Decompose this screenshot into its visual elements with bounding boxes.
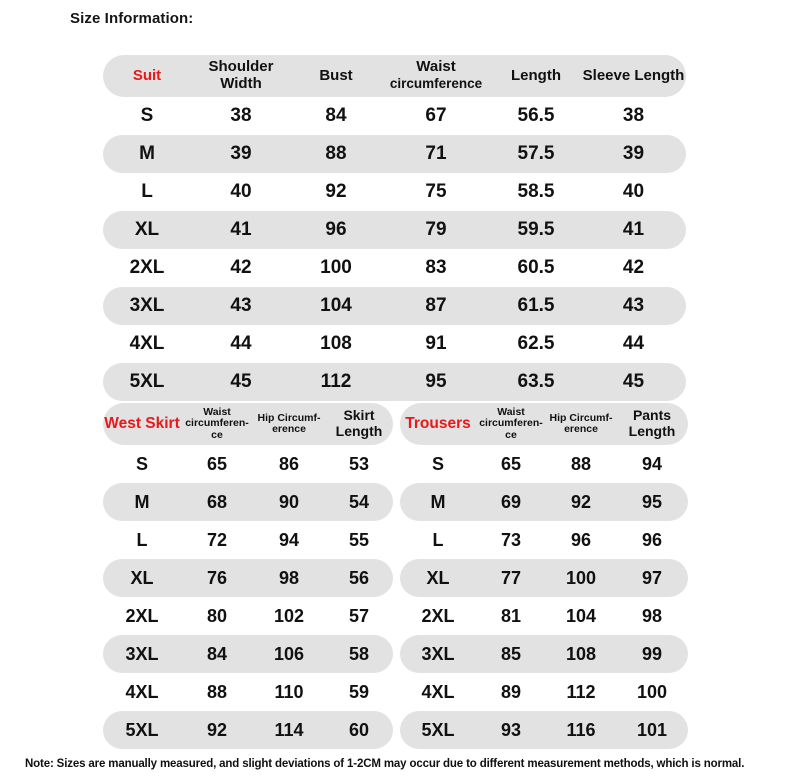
- cell-waist: 92: [181, 711, 253, 749]
- suit-header-category: [103, 55, 191, 97]
- trousers-table-body: [400, 403, 688, 749]
- page-title: Size Information:: [70, 10, 194, 27]
- cell-size: S: [135, 453, 148, 474]
- west-skirt-size-table: [103, 403, 393, 749]
- cell-sleeve-length: 44: [622, 333, 645, 355]
- cell-size: 5XL: [103, 711, 181, 749]
- cell-bust: 92: [325, 181, 347, 203]
- suit-header-waist-line2: circumference: [389, 76, 483, 91]
- trousers-header-waist-line3: ce: [505, 428, 517, 441]
- suit-header-shoulder-width: [191, 55, 291, 97]
- table-row: [400, 635, 688, 673]
- cell-skirt-length: 55: [348, 529, 370, 550]
- table-row: [103, 445, 393, 483]
- table-row: [400, 673, 688, 711]
- cell-bust: 96: [291, 211, 381, 249]
- cell-shoulder-width: 41: [191, 211, 291, 249]
- suit-header-shoulder-line2: Width: [220, 75, 262, 92]
- cell-hip: 86: [278, 453, 300, 474]
- cell-length: 60.5: [517, 257, 555, 279]
- cell-shoulder-width: 40: [230, 181, 252, 203]
- cell-skirt-length: 56: [325, 559, 393, 597]
- cell-waist: 83: [425, 257, 447, 279]
- table-row: [400, 483, 688, 521]
- cell-waist: 85: [476, 635, 546, 673]
- cell-sleeve-length: 41: [581, 211, 686, 249]
- table-row: [400, 559, 688, 597]
- cell-length: 58.5: [517, 181, 555, 203]
- suit-header-shoulder-line1: Shoulder: [208, 58, 274, 76]
- table-row: [103, 325, 686, 363]
- cell-size: 3XL: [103, 287, 191, 325]
- trousers-header-category: [400, 403, 476, 445]
- cell-sleeve-length: 39: [581, 135, 686, 173]
- cell-waist: 76: [181, 559, 253, 597]
- cell-size: 5XL: [400, 711, 476, 749]
- table-row: [103, 673, 393, 711]
- cell-size: S: [140, 105, 154, 127]
- trousers-table-header-row: [400, 403, 688, 445]
- cell-pants-length: 95: [616, 483, 688, 521]
- suit-header-waist: [381, 55, 491, 97]
- trousers-category-label: Trousers: [405, 415, 471, 433]
- cell-skirt-length: 59: [348, 681, 370, 702]
- cell-size: 4XL: [125, 681, 159, 702]
- west-skirt-header-hip: [253, 403, 325, 445]
- table-row: [103, 635, 393, 673]
- trousers-size-table: [400, 403, 688, 749]
- cell-size: 4XL: [129, 333, 165, 355]
- cell-sleeve-length: 38: [622, 105, 645, 127]
- cell-waist: 65: [206, 453, 228, 474]
- cell-hip: 88: [570, 453, 592, 474]
- cell-hip: 114: [253, 711, 325, 749]
- cell-size: L: [432, 529, 444, 550]
- suit-table-body: [103, 55, 686, 401]
- cell-size: L: [141, 181, 153, 203]
- cell-pants-length: 101: [616, 711, 688, 749]
- cell-waist: 80: [206, 605, 228, 626]
- cell-shoulder-width: 38: [230, 105, 252, 127]
- cell-length: 62.5: [517, 333, 555, 355]
- cell-length: 56.5: [517, 105, 555, 127]
- suit-header-bust: Bust: [291, 55, 381, 97]
- cell-skirt-length: 57: [348, 605, 370, 626]
- cell-bust: 100: [320, 257, 352, 279]
- suit-header-waist-line1: Waist: [416, 58, 456, 76]
- table-row: [103, 521, 393, 559]
- cell-pants-length: 96: [641, 529, 663, 550]
- cell-size: XL: [400, 559, 476, 597]
- cell-size: 2XL: [125, 605, 159, 626]
- cell-shoulder-width: 43: [191, 287, 291, 325]
- cell-sleeve-length: 42: [622, 257, 645, 279]
- cell-pants-length: 100: [636, 681, 668, 702]
- cell-waist: 95: [381, 363, 491, 401]
- cell-waist: 67: [425, 105, 447, 127]
- cell-hip: 110: [274, 681, 304, 702]
- west-skirt-table-body: [103, 403, 393, 749]
- trousers-header-hip-line2: erence: [564, 423, 598, 435]
- cell-pants-length: 97: [616, 559, 688, 597]
- cell-pants-length: 99: [616, 635, 688, 673]
- west-skirt-header-hip-line1: Hip Circumf-: [257, 411, 321, 424]
- cell-waist: 72: [206, 529, 228, 550]
- cell-sleeve-length: 40: [622, 181, 645, 203]
- west-skirt-header-skirt-length: Skirt Length: [325, 403, 393, 445]
- cell-length: 61.5: [491, 287, 581, 325]
- west-skirt-category-label: West Skirt: [104, 415, 180, 433]
- cell-waist: 65: [500, 453, 522, 474]
- cell-shoulder-width: 42: [230, 257, 252, 279]
- table-row: [400, 445, 688, 483]
- cell-waist: 87: [381, 287, 491, 325]
- cell-bust: 104: [291, 287, 381, 325]
- cell-hip: 104: [565, 605, 597, 626]
- cell-waist: 89: [500, 681, 522, 702]
- trousers-header-pants-length: Pants Length: [616, 403, 688, 445]
- table-row: [103, 135, 686, 173]
- table-row: [103, 173, 686, 211]
- west-skirt-header-waist: [181, 403, 253, 445]
- cell-pants-length: 94: [641, 453, 663, 474]
- trousers-header-waist-line2: circumferen-: [479, 417, 543, 430]
- table-row: [103, 363, 686, 401]
- cell-hip: 116: [546, 711, 616, 749]
- cell-hip: 108: [546, 635, 616, 673]
- cell-size: XL: [103, 211, 191, 249]
- trousers-header-waist: [476, 403, 546, 445]
- cell-waist: 77: [476, 559, 546, 597]
- suit-header-sleeve-length: Sleeve Length: [581, 55, 686, 97]
- cell-skirt-length: 53: [348, 453, 370, 474]
- west-skirt-header-waist-line1: Waist: [203, 406, 231, 419]
- table-row: [103, 97, 686, 135]
- cell-waist: 71: [381, 135, 491, 173]
- table-row: [103, 597, 393, 635]
- cell-length: 63.5: [491, 363, 581, 401]
- table-row: [400, 521, 688, 559]
- cell-sleeve-length: 45: [581, 363, 686, 401]
- cell-hip: 102: [273, 605, 305, 626]
- cell-length: 59.5: [491, 211, 581, 249]
- table-row: [103, 483, 393, 521]
- suit-category-label: Suit: [132, 66, 162, 84]
- cell-size: 2XL: [421, 605, 455, 626]
- trousers-header-hip: [546, 403, 616, 445]
- cell-size: 3XL: [103, 635, 181, 673]
- measurement-note: Note: Sizes are manually measured, and slight deviations of 1-2CM may occur due to different measurement methods, which is normal.: [25, 758, 745, 770]
- cell-hip: 96: [570, 529, 592, 550]
- cell-size: S: [431, 453, 444, 474]
- cell-shoulder-width: 45: [191, 363, 291, 401]
- cell-shoulder-width: 44: [230, 333, 252, 355]
- cell-size: M: [103, 135, 191, 173]
- table-row: [103, 711, 393, 749]
- cell-hip: 100: [546, 559, 616, 597]
- table-row: [103, 211, 686, 249]
- cell-bust: 108: [320, 333, 352, 355]
- cell-hip: 112: [566, 681, 596, 702]
- cell-hip: 90: [253, 483, 325, 521]
- cell-bust: 84: [325, 105, 347, 127]
- cell-hip: 92: [546, 483, 616, 521]
- cell-waist: 79: [381, 211, 491, 249]
- cell-waist: 69: [476, 483, 546, 521]
- cell-hip: 94: [278, 529, 300, 550]
- cell-size: XL: [103, 559, 181, 597]
- cell-size: 5XL: [103, 363, 191, 401]
- table-row: [103, 249, 686, 287]
- cell-hip: 106: [253, 635, 325, 673]
- trousers-header-waist-line1: Waist: [497, 406, 525, 419]
- cell-waist: 73: [500, 529, 522, 550]
- cell-size: 2XL: [129, 257, 165, 279]
- cell-size: M: [400, 483, 476, 521]
- cell-sleeve-length: 43: [581, 287, 686, 325]
- cell-waist: 81: [500, 605, 522, 626]
- west-skirt-table-header-row: [103, 403, 393, 445]
- cell-size: 4XL: [421, 681, 455, 702]
- west-skirt-header-waist-line3: ce: [211, 428, 223, 441]
- cell-shoulder-width: 39: [191, 135, 291, 173]
- west-skirt-header-waist-line2: circumferen-: [185, 417, 249, 430]
- west-skirt-header-hip-line2: erence: [272, 423, 306, 435]
- west-skirt-header-category: [103, 403, 181, 445]
- cell-size: L: [136, 529, 148, 550]
- table-row: [103, 287, 686, 325]
- cell-waist: 75: [425, 181, 447, 203]
- cell-waist: 68: [181, 483, 253, 521]
- suit-size-table: [103, 55, 686, 401]
- cell-waist: 93: [476, 711, 546, 749]
- cell-skirt-length: 60: [325, 711, 393, 749]
- cell-waist: 84: [181, 635, 253, 673]
- suit-table-header-row: [103, 55, 686, 97]
- table-row: [400, 711, 688, 749]
- cell-waist: 88: [206, 681, 228, 702]
- cell-bust: 88: [291, 135, 381, 173]
- cell-size: M: [103, 483, 181, 521]
- cell-hip: 98: [253, 559, 325, 597]
- cell-skirt-length: 58: [325, 635, 393, 673]
- suit-header-length: Length: [491, 55, 581, 97]
- cell-length: 57.5: [491, 135, 581, 173]
- table-row: [103, 559, 393, 597]
- table-row: [400, 597, 688, 635]
- cell-bust: 112: [291, 363, 381, 401]
- cell-size: 3XL: [400, 635, 476, 673]
- cell-waist: 91: [425, 333, 447, 355]
- cell-skirt-length: 54: [325, 483, 393, 521]
- trousers-header-hip-line1: Hip Circumf-: [549, 411, 613, 424]
- cell-pants-length: 98: [641, 605, 663, 626]
